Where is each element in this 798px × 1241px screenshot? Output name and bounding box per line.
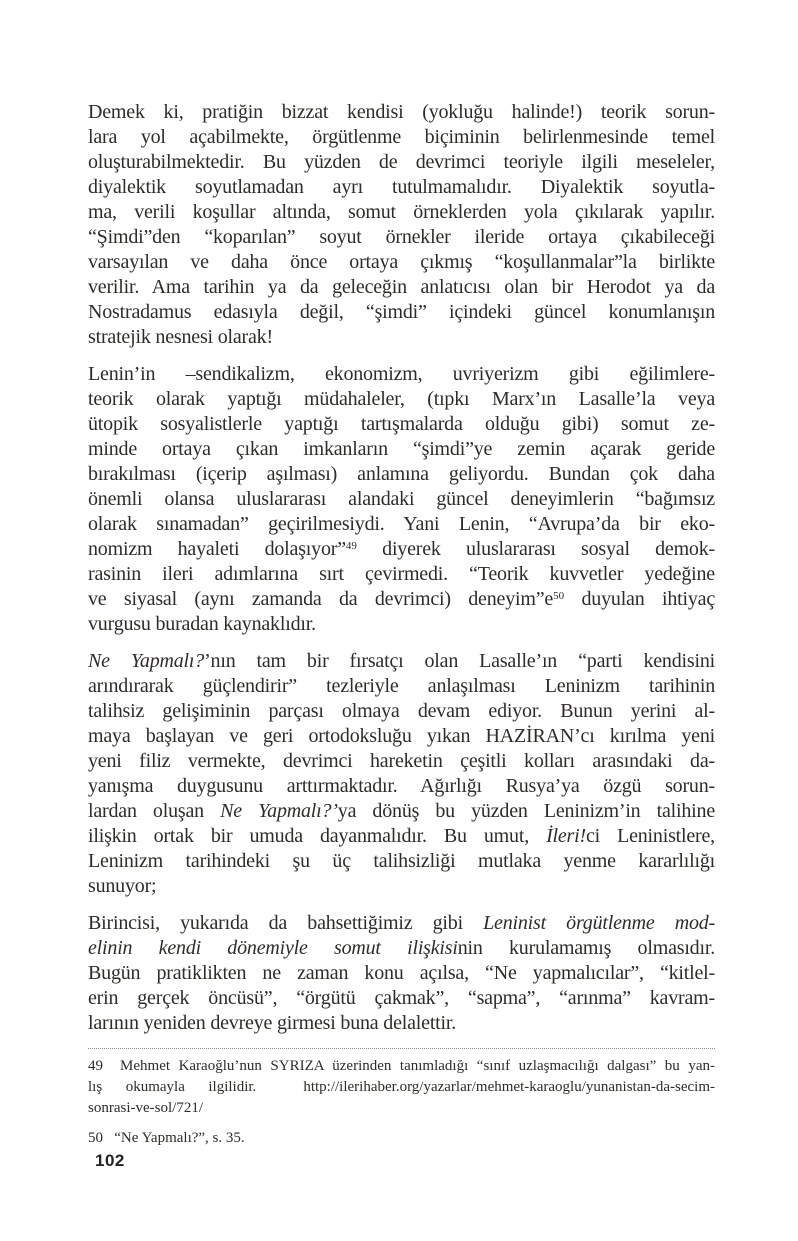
text-segment: Lenin’in –sendikalizm, ekonomizm, uvriyerizm gibi eğilimlere- [88, 363, 715, 385]
text-line [88, 986, 715, 1011]
text-segment: nomizm hayaleti dolaşıyor” [88, 538, 346, 560]
text-line [88, 537, 715, 562]
text-line [88, 849, 715, 874]
text-line [88, 1077, 715, 1098]
text-line [88, 961, 715, 986]
text-segment: Birincisi, yukarıda da bahsettiğimiz gibi [88, 912, 484, 934]
text-segment: Leninizm tarihindeki şu üç talihsizliği mutlaka yenme kararlılığı [88, 850, 715, 872]
text-line [88, 412, 715, 437]
text-segment: ma, verili koşullar altında, somut örneklerden yola çıkılarak yapılır. [88, 201, 715, 223]
body-paragraphs [88, 100, 715, 1036]
paragraph [88, 649, 715, 899]
text-segment: Ne Yapmalı? [88, 650, 205, 672]
text-column [88, 100, 715, 1158]
text-segment: Nostradamus edasıyla değil, “şimdi” içindeki güncel konumlanışın [88, 301, 715, 323]
text-line [88, 612, 715, 637]
text-segment: ve siyasal (aynı zamanda da devrimci) deneyim”e [88, 588, 554, 610]
page-number: 102 [95, 1151, 125, 1170]
text-segment: stratejik nesnesi olarak! [88, 326, 273, 348]
text-line [88, 562, 715, 587]
footnote [88, 1128, 715, 1149]
text-segment: larının yeniden devreye girmesi buna delalettir. [88, 1012, 457, 1034]
text-segment: olarak sınamadan” geçirilmesiydi. Yani Lenin, “Avrupa’da bir eko- [88, 513, 715, 535]
text-line [88, 462, 715, 487]
text-line [88, 749, 715, 774]
text-segment: nin kurulamamış olmasıdır. [457, 937, 715, 959]
text-segment: arındırarak güçlendirir” tezleriyle anlaşılması Leninizm tarihinin [88, 675, 715, 697]
text-line [88, 325, 715, 350]
text-segment: teorik olarak yaptığı müdahaleler, (tıpkı Marx’ın Lasalle’la veya [88, 388, 715, 410]
text-line [88, 936, 715, 961]
footnote-separator [88, 1048, 715, 1049]
footnote-ref: 49 [345, 540, 357, 552]
text-line [88, 150, 715, 175]
text-line [88, 487, 715, 512]
text-segment: lardan oluşan [88, 800, 221, 822]
footnote-ref: 50 [553, 590, 565, 602]
text-line [88, 200, 715, 225]
text-segment: 50 “Ne Yapmalı?”, s. 35. [88, 1130, 245, 1146]
text-line [88, 649, 715, 674]
text-segment: Demek ki, pratiğin bizzat kendisi (yokluğu halinde!) teorik sorun- [88, 101, 715, 123]
text-segment: Ne Yapmalı?’ [220, 800, 338, 822]
text-segment: ci Leninistlere, [585, 825, 715, 847]
text-segment: oluşturabilmektedir. Bu yüzden de devrimci teoriyle ilgili meseleler, [88, 151, 715, 173]
text-segment: lara yol açabilmekte, örgütlenme biçiminin belirlenmesinde temel [88, 126, 715, 148]
text-line [88, 437, 715, 462]
text-segment: diyalektik soyutlamadan ayrı tutulmamalıdır. Diyalektik soyutla- [88, 176, 715, 198]
text-line [88, 911, 715, 936]
paragraph [88, 100, 715, 350]
text-line [88, 724, 715, 749]
text-line [88, 1098, 715, 1119]
text-segment: maya başlayan ve geri ortodoksluğu yıkan HAZİRAN’cı kırılma yeni [88, 725, 715, 747]
footnote [88, 1056, 715, 1119]
text-segment: minde ortaya çıkan imkanların “şimdi”ye zemin açarak geride [88, 438, 715, 460]
text-segment: önemli olansa uluslararası alandaki güncel deneyimlerin “bağımsız [88, 488, 715, 510]
text-segment: 49 Mehmet Karaoğlu’nun SYRIZA üzerinden tanımladığı “sınıf uzlaşmacılığı dalgası” bu yan- [88, 1058, 715, 1074]
text-line [88, 674, 715, 699]
text-segment: ’nın tam bir fırsatçı olan Lasalle’ın “parti kendisini [204, 650, 715, 672]
text-line [88, 175, 715, 200]
text-line [88, 387, 715, 412]
text-segment: varsayılan ve daha önce ortaya çıkmış “koşullanmalar”la birlikte [88, 251, 715, 273]
text-line [88, 512, 715, 537]
text-line [88, 300, 715, 325]
text-segment: lış okumayla ilgilidir. http://ilerihaber.org/yazarlar/mehmet-karaoglu/yunanistan-da-secim- [88, 1079, 715, 1095]
text-line [88, 225, 715, 250]
text-segment: yeni filiz vermekte, devrimci hareketin çeşitli kolları arasındaki da- [88, 750, 715, 772]
text-line [88, 125, 715, 150]
text-segment: Leninist örgütlenme mod- [483, 912, 716, 934]
text-segment: rasinin ileri adımlarına sırt çevirmedi. “Teorik kuvvetler yedeğine [88, 563, 715, 585]
text-line [88, 275, 715, 300]
text-segment: “Şimdi”den “koparılan” soyut örnekler ileride ortaya çıkabileceği [88, 226, 715, 248]
text-line [88, 587, 715, 612]
text-segment: vurgusu buradan kaynaklıdır. [88, 613, 316, 635]
text-segment: verilir. Ama tarihin ya da geleceğin anlatıcısı olan bir Herodot ya da [88, 276, 715, 298]
text-line [88, 699, 715, 724]
text-line [88, 824, 715, 849]
text-segment: bırakılması (içerip aşılması) anlamına geliyordu. Bundan çok daha [88, 463, 715, 485]
footnotes-section [88, 1056, 715, 1149]
text-segment: yanışma duygusunu arttırmaktadır. Ağırlığı Rusya’ya özgü sorun- [88, 775, 715, 797]
text-segment: talihsiz gelişiminin parçası olmaya devam ediyor. Bunun yerini al- [88, 700, 715, 722]
paragraph [88, 911, 715, 1036]
text-line [88, 1128, 715, 1149]
text-line [88, 250, 715, 275]
text-segment: duyulan ihtiyaç [564, 588, 715, 610]
text-segment: diyerek uluslararası sosyal demok- [356, 538, 715, 560]
text-segment: erin gerçek öncüsü”, “örgütü çakmak”, “sapma”, “arınma” kavram- [88, 987, 715, 1009]
text-line [88, 1056, 715, 1077]
text-segment: ütopik sosyalistlerle yaptığı tartışmalarda olduğu gibi) somut ze- [88, 413, 715, 435]
text-segment: İleri! [546, 825, 586, 847]
text-segment: ilişkin ortak bir umuda dayanmalıdır. Bu umut, [88, 825, 547, 847]
text-line [88, 874, 715, 899]
text-line [88, 1011, 715, 1036]
paragraph [88, 362, 715, 637]
text-line [88, 362, 715, 387]
text-line [88, 774, 715, 799]
text-segment: sunuyor; [88, 875, 157, 897]
text-segment: ya dönüş bu yüzden Leninizm’in talihine [337, 800, 716, 822]
text-segment: elinin kendi dönemiyle somut ilişkisi [88, 937, 458, 959]
text-segment: Bugün pratiklikten ne zaman konu açılsa, “Ne yapmalıcılar”, “kitlel- [88, 962, 715, 984]
text-segment: sonrasi-ve-sol/721/ [88, 1100, 203, 1116]
text-line [88, 799, 715, 824]
text-line [88, 100, 715, 125]
